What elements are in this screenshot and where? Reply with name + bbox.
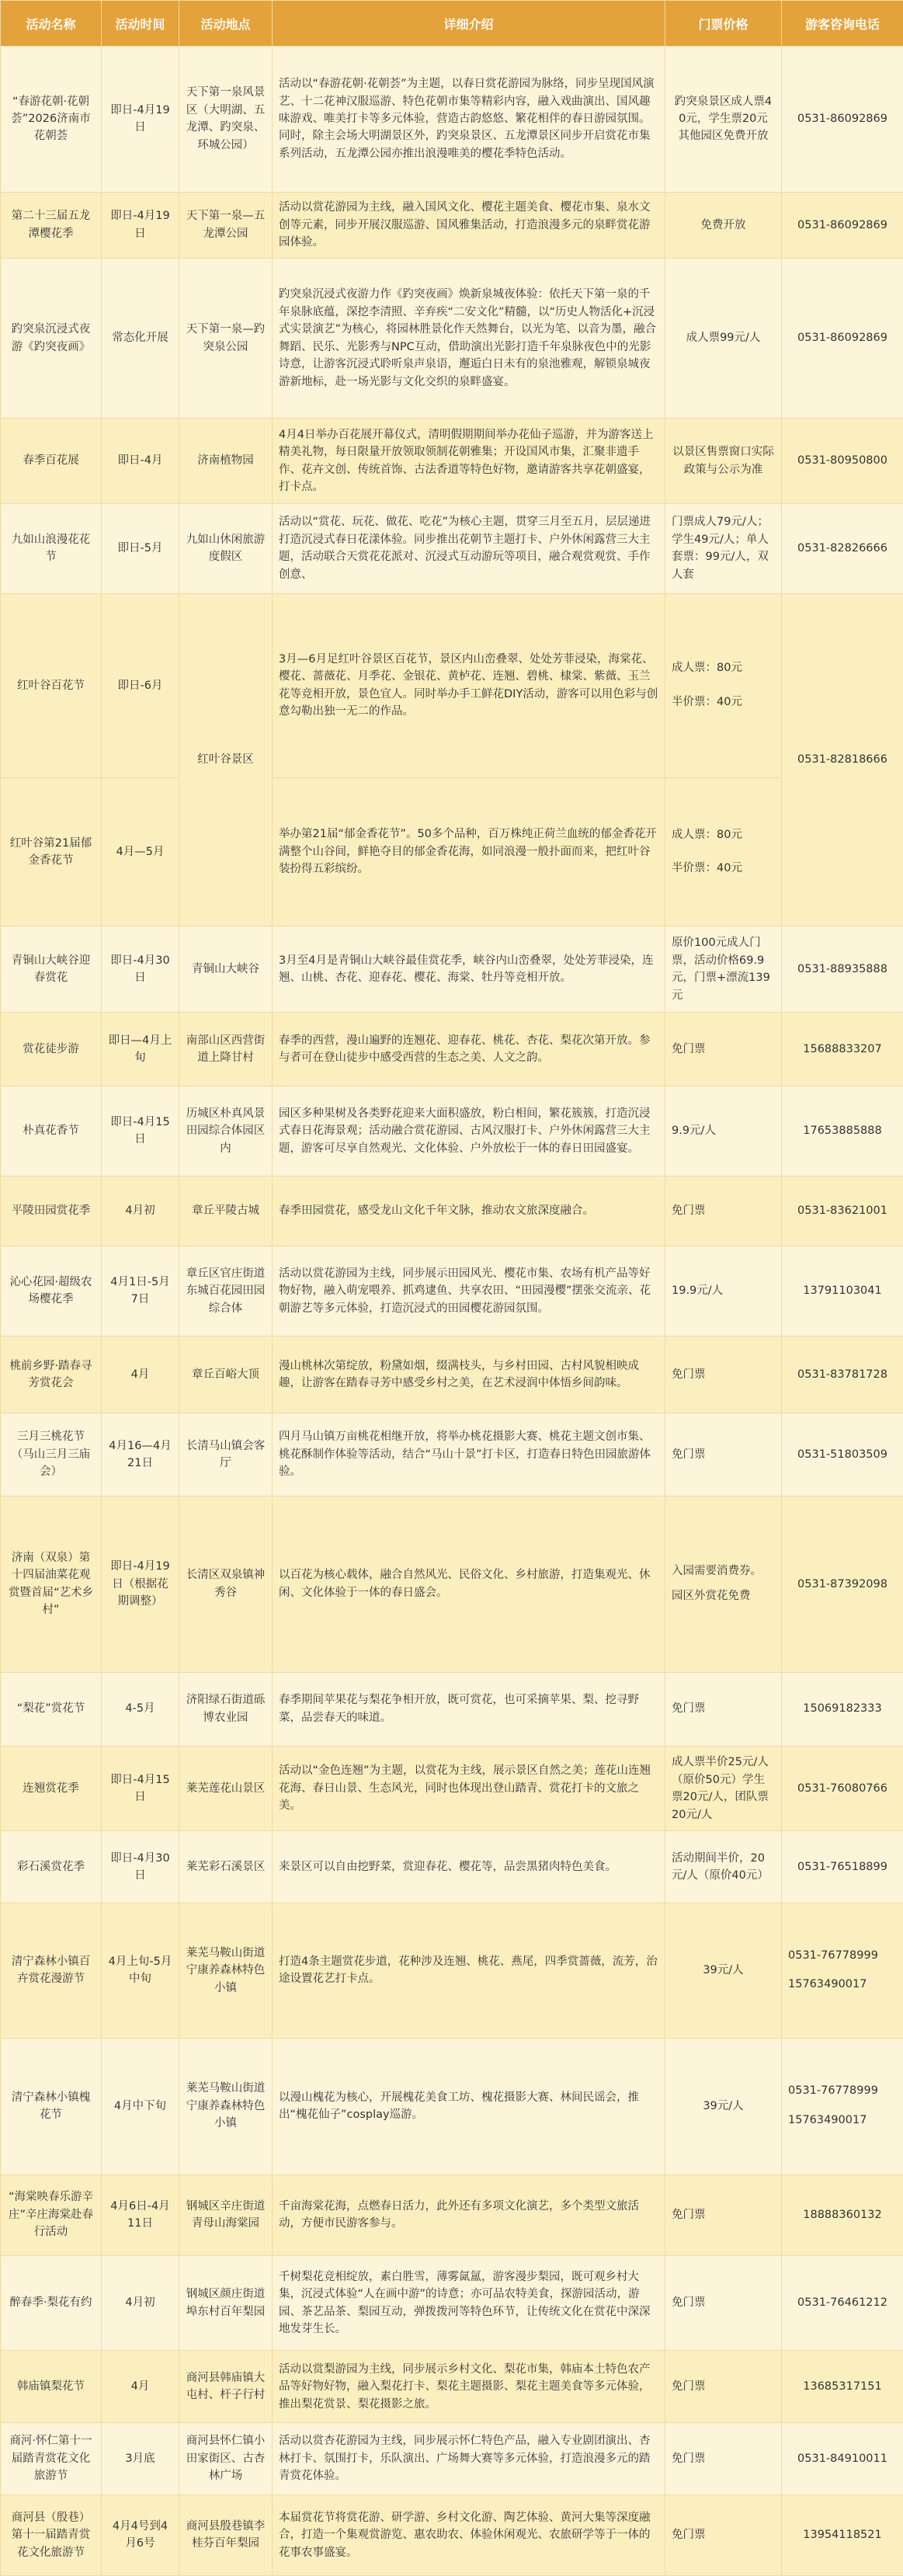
contact-phone: 0531-76461212: [782, 2255, 903, 2351]
ticket-price: 入园需要消费券。 园区外赏花免费: [665, 1496, 782, 1672]
contact-phone: 0531-80950800: [782, 419, 903, 504]
ticket-price: 免门票: [665, 2351, 782, 2423]
ticket-price: 以景区售票窗口实际政策与公示为准: [665, 419, 782, 504]
table-row: [1, 593, 903, 777]
table-row: [1, 2038, 903, 2174]
event-detail: 春季期间苹果花与梨花争相开放，既可赏花，也可采摘苹果、梨、挖寻野菜，品尝春天的味道。: [273, 1672, 665, 1746]
event-detail: 4月4日举办百花展开幕仪式，清明假期期间举办花仙子巡游，并为游客送上精美礼物，每日限量开放领取领制花朝雅集；开设国风市集，汇聚非遗手作、花卉文创、传统首饰、古法香道等特色好物，邀请游客共享花朝盛宴，打卡点。: [273, 419, 665, 504]
event-detail: 打造4条主题赏花步道，花种涉及连翘、桃花、燕尾，四季赏蔷薇，流芳，治途设置花艺打卡点。: [273, 1903, 665, 2039]
event-time: 4月6日-4月11日: [102, 2174, 179, 2255]
table-row: [1, 1013, 903, 1086]
event-name: 青铜山大峡谷迎春赏花: [1, 926, 102, 1013]
event-detail: 园区多种果树及各类野花迎来大面积盛放，粉白相间，繁花簇簇，打造沉浸式春日花海景观；活动融合赏花游园、古风汉服打卡、户外休闲露营三大主题，游客可尽享自然观光、文化体验、户外放松于一体的春日田园盛宴。: [273, 1086, 665, 1177]
event-place: 莱芜莲花山景区: [179, 1746, 273, 1831]
event-name: 桃前乡野·踏春寻芳赏花会: [1, 1336, 102, 1413]
event-name: 醉春季·梨花有约: [1, 2255, 102, 2351]
event-time: 4月初: [102, 2255, 179, 2351]
contact-phone: 0531-51803509: [782, 1413, 903, 1496]
event-place: 莱芜彩石溪景区: [179, 1831, 273, 1903]
event-name: 三月三桃花节（马山三月三庙会）: [1, 1413, 102, 1496]
ticket-price: 免门票: [665, 2423, 782, 2495]
event-time: 4-5月: [102, 1672, 179, 1746]
event-detail: 活动以赏花游园为主线，同步展示田园风光、樱花市集、农场有机产品等好物好物，融入萌宠喂养、抓鸡逮鱼、共享农田、“田园漫樱”摆张交流亲、花朝游艺等多元体验，打造沉浸式的田园樱花游园氛围。: [273, 1246, 665, 1337]
event-detail: 活动以“赏花、玩花、做花、吃花”为核心主题，贯穿三月至五月，层层递进打造沉浸式春日花漾体验。同步推出花朝节主题打卡、户外休闲露营三大主题，活动联合天赏花花派对、沉浸式互动游玩等项目，融合观赏观赏、手作创意、: [273, 504, 665, 594]
ticket-price: 免门票: [665, 1013, 782, 1086]
event-place: 莱芜马鞍山街道宁康养森林特色小镇: [179, 2038, 273, 2174]
ticket-price: 原价100元成人门票，活动价格69.9元，门票+漂流139元: [665, 926, 782, 1013]
event-time: 即日-4月19日（根据花期调整）: [102, 1496, 179, 1672]
event-detail: 春季田园赏花，感受龙山文化千年文脉，推动农文旅深度融合。: [273, 1176, 665, 1246]
event-place: 长清区双泉镇神秀谷: [179, 1496, 273, 1672]
table-row: [1, 1336, 903, 1413]
event-detail: 千亩海棠花海，点燃春日活力，此外还有多项文化演艺，多个类型文旅活动，方便市民游客参与。: [273, 2174, 665, 2255]
event-place: 钢城区颜庄街道埠东村百年梨园: [179, 2255, 273, 2351]
table-row: [1, 2423, 903, 2495]
event-time: 即日-4月19日: [102, 192, 179, 259]
ticket-price: 免门票: [665, 1672, 782, 1746]
event-time: 即日-4月: [102, 419, 179, 504]
event-name: 春季百花展: [1, 419, 102, 504]
contact-phone: 0531-76080766: [782, 1746, 903, 1831]
ticket-price: 19.9元/人: [665, 1246, 782, 1337]
event-name: 朴真花香节: [1, 1086, 102, 1177]
contact-phone: 13954118521: [782, 2494, 903, 2575]
table-row: [1, 192, 903, 259]
table-row: [1, 1496, 903, 1672]
event-place: 红叶谷景区: [179, 593, 273, 926]
ticket-price: 成人票：80元 半价票：40元: [665, 778, 782, 926]
contact-phone: 0531-86092869: [782, 192, 903, 259]
event-time: 即日-4月15日: [102, 1746, 179, 1831]
event-time: 4月1日-5月7日: [102, 1246, 179, 1337]
event-place: 章丘区官庄街道东城百花园田园综合体: [179, 1246, 273, 1337]
event-detail: 春季的西营，漫山遍野的连翘花、迎春花、桃花、杏花、梨花次第开放。参与者可在登山徒步中感受西营的生态之美、人文之韵。: [273, 1013, 665, 1086]
event-detail: 以百花为核心载体，融合自然风光、民俗文化、乡村旅游，打造集观光、休闲、文化体验于一体的春日盛会。: [273, 1496, 665, 1672]
event-name: 平陵田园赏花季: [1, 1176, 102, 1246]
event-time: 4月: [102, 2351, 179, 2423]
table-row: [1, 1672, 903, 1746]
event-detail: 本届赏花节将赏花游、研学游、乡村文化游、陶艺体验、黄河大集等深度融合，打造一个集观赏游览、惠农助农、体验休闲观光、农旅研学等于一体的花事农事盛宴。: [273, 2494, 665, 2575]
ticket-price: 免门票: [665, 1176, 782, 1246]
event-name: 韩庙镇梨花节: [1, 2351, 102, 2423]
event-name: 沁心花园·超级农场樱花季: [1, 1246, 102, 1337]
header-contact-phone: 游客咨询电话: [782, 1, 903, 47]
table-row: [1, 1903, 903, 2039]
header-event-time: 活动时间: [102, 1, 179, 47]
event-detail: 3月—6月足红叶谷景区百花节，景区内山峦叠翠、处处芳菲浸染，海棠花、樱花、蔷薇花、月季花、金银花、黄栌花、连翘、碧桃、棣棠、紫薇、玉兰花等竞相开放，景色宜人。同时举办手工鲜花DIY活动，游客可以用色彩与创意勾勒出独一无二的作品。: [273, 593, 665, 777]
event-detail: 活动以赏梨游园为主线，同步展示乡村文化、梨花市集，韩庙本土特色农产品等好物好物，融入梨花打卡、梨花主题摄影、梨花主题美食等多元体验，推出梨花赏景、梨花摄影之旅。: [273, 2351, 665, 2423]
event-place: 章丘平陵古城: [179, 1176, 273, 1246]
event-place: 商河县怀仁镇小田家街区、古杏林广场: [179, 2423, 273, 2495]
event-name: 红叶谷百花节: [1, 593, 102, 777]
event-time: 即日-4月30日: [102, 926, 179, 1013]
contact-phone: 15688833207: [782, 1013, 903, 1086]
contact-phone: 0531-76518899: [782, 1831, 903, 1903]
ticket-price: 免门票: [665, 2255, 782, 2351]
event-name: 第二十三届五龙潭樱花季: [1, 192, 102, 259]
event-place: 莱芜马鞍山街道宁康养森林特色小镇: [179, 1903, 273, 2039]
table-row: [1, 47, 903, 193]
event-detail: 3月至4月是青铜山大峡谷最佳赏花季，峡谷内山峦叠翠，处处芳菲浸染，连翘、山桃、杏花、迎春花、樱花、海棠、牡丹等竞相开放。: [273, 926, 665, 1013]
event-time: 4月—5月: [102, 778, 179, 926]
table-row: [1, 419, 903, 504]
ticket-price: 免门票: [665, 1413, 782, 1496]
event-place: 天下第一泉—趵突泉公园: [179, 259, 273, 419]
table-row: [1, 504, 903, 594]
ticket-price: 成人票99元/人: [665, 259, 782, 419]
event-time: 4月: [102, 1336, 179, 1413]
table-row: [1, 2351, 903, 2423]
contact-phone: 18888360132: [782, 2174, 903, 2255]
event-time: 常态化开展: [102, 259, 179, 419]
event-place: 济南植物园: [179, 419, 273, 504]
contact-phone: 13685317151: [782, 2351, 903, 2423]
event-detail: 举办第21届“郁金香花节”。50多个品种，百万株纯正荷兰血统的郁金香花开满整个山谷间，鲜艳夺目的郁金香花海，如同浪漫一般扑面而来，把红叶谷装扮得五彩缤纷。: [273, 778, 665, 926]
contact-phone: 0531-87392098: [782, 1496, 903, 1672]
event-time: 3月底: [102, 2423, 179, 2495]
ticket-price: 门票成人79元/人；学生49元/人；单人套票：99元/人，双人套: [665, 504, 782, 594]
contact-phone: 13791103041: [782, 1246, 903, 1337]
event-name: 清宁森林小镇槐花节: [1, 2038, 102, 2174]
event-name: 连翘赏花季: [1, 1746, 102, 1831]
event-detail: 活动以赏杏花游园为主线，同步展示怀仁特色产品，融入专业剧团演出、杏林打卡、氛围打卡，乐队演出、广场舞大赛等多元体验，打造浪漫多元的踏青赏花体验。: [273, 2423, 665, 2495]
event-time: 4月上旬-5月中旬: [102, 1903, 179, 2039]
ticket-price: 免门票: [665, 2494, 782, 2575]
event-detail: 活动以赏花游园为主线，融入国风文化、樱花主题美食、樱花市集、泉水文创等元素，同步开展汉服巡游、国风雅集活动，打造浪漫多元的泉畔赏花游园体验。: [273, 192, 665, 259]
table-row: [1, 2255, 903, 2351]
ticket-price: 活动期间半价，20元/人（原价40元）: [665, 1831, 782, 1903]
contact-phone: 0531-88935888: [782, 926, 903, 1013]
event-name: 红叶谷第21届郁金香花节: [1, 778, 102, 926]
event-place: 历城区朴真风景田园综合体园区内: [179, 1086, 273, 1177]
event-detail: 活动以“春游花朝·花朝荟”为主题，以春日赏花游园为脉络，同步呈现国风演艺、十二花神汉服巡游、特色花朝市集等精彩内容，融入戏曲演出、国风趣味游戏、唯美打卡等多元体验，营造古韵悠悠、繁花相伴的春日游园氛围。同时，除主会场大明湖景区外，趵突泉景区、五龙潭景区同步开启赏花市集系列活动，五龙潭公园亦推出浪漫唯美的樱花季特色活动。: [273, 47, 665, 193]
event-name: 赏花徒步游: [1, 1013, 102, 1086]
event-name: 清宁森林小镇百卉赏花漫游节: [1, 1903, 102, 2039]
contact-phone: 17653885888: [782, 1086, 903, 1177]
ticket-price: 免费开放: [665, 192, 782, 259]
ticket-price: 9.9元/人: [665, 1086, 782, 1177]
table-row: [1, 1831, 903, 1903]
ticket-price: 免门票: [665, 2174, 782, 2255]
contact-phone: 0531-76778999 15763490017: [782, 1903, 903, 2039]
event-place: 天下第一泉—五龙潭公园: [179, 192, 273, 259]
contact-phone: 0531-82826666: [782, 504, 903, 594]
event-place: 长清马山镇会客厅: [179, 1413, 273, 1496]
event-name: “海棠映春乐游辛庄”辛庄海棠赴春行活动: [1, 2174, 102, 2255]
event-name: 彩石溪赏花季: [1, 1831, 102, 1903]
event-time: 4月16—4月21日: [102, 1413, 179, 1496]
header-event-place: 活动地点: [179, 1, 273, 47]
ticket-price: 成人票：80元 半价票：40元: [665, 593, 782, 777]
event-name: 商河·怀仁第十一届踏青赏花文化旅游节: [1, 2423, 102, 2495]
event-place: 章丘百峪大顶: [179, 1336, 273, 1413]
event-name: 商河县（殷巷）第十一届踏青赏花文化旅游节: [1, 2494, 102, 2575]
contact-phone: 0531-82818666: [782, 593, 903, 926]
ticket-price: 39元/人: [665, 1903, 782, 2039]
table-row: [1, 778, 903, 926]
event-time: 即日-4月30日: [102, 1831, 179, 1903]
contact-phone: 15069182333: [782, 1672, 903, 1746]
header-event-name: 活动名称: [1, 1, 102, 47]
table-row: [1, 1086, 903, 1177]
event-name: 济南（双泉）第十四届油菜花观赏暨首届“艺术乡村”: [1, 1496, 102, 1672]
contact-phone: 0531-76778999 15763490017: [782, 2038, 903, 2174]
event-detail: 来景区可以自由挖野菜，赏迎春花、樱花等，品尝黑猪肉特色美食。: [273, 1831, 665, 1903]
event-time: 4月初: [102, 1176, 179, 1246]
event-detail: 漫山桃林次第绽放，粉黛如烟，缀满枝头，与乡村田园、古村风貌相映成趣，让游客在踏春寻芳中感受乡村之美，在艺术浸润中体悟乡间韵味。: [273, 1336, 665, 1413]
contact-phone: 0531-83621001: [782, 1176, 903, 1246]
event-place: 济阳绿石街道砾博农业园: [179, 1672, 273, 1746]
ticket-price: 趵突泉景区成人票40元，学生票20元 其他园区免费开放: [665, 47, 782, 193]
event-name: 九如山浪漫花花节: [1, 504, 102, 594]
table-row: [1, 2174, 903, 2255]
event-place: 青铜山大峡谷: [179, 926, 273, 1013]
event-name: “梨花”赏花节: [1, 1672, 102, 1746]
ticket-price: 免门票: [665, 1336, 782, 1413]
event-detail: 趵突泉沉浸式夜游力作《趵突夜画》焕新泉城夜体验：依托天下第一泉的千年泉脉底蕴，深挖李清照、辛弃疾“二安文化”精髓，以“历史人物活化+沉浸式实景演艺”为核心，将园林胜景化作天然舞台，以光为笔、以音为墨，融合舞蹈、民乐、光影秀与NPC互动，借助演出光影打造千年泉脉夜色中的光影诗意，让游客沉浸式聆听泉声泉语，邂逅白日未有的泉池雅观，解锁泉城夜游新地标，赴一场光影与文化交织的泉畔盛宴。: [273, 259, 665, 419]
event-time: 4月中下旬: [102, 2038, 179, 2174]
contact-phone: 0531-84910011: [782, 2423, 903, 2495]
contact-phone: 0531-83781728: [782, 1336, 903, 1413]
table-row: [1, 926, 903, 1013]
event-time: 4月4号到4月6号: [102, 2494, 179, 2575]
contact-phone: 0531-86092869: [782, 47, 903, 193]
event-place: 商河县韩庙镇大屯村、杆子行村: [179, 2351, 273, 2423]
event-name: “春游花朝·花朝荟”2026济南市花朝荟: [1, 47, 102, 193]
event-time: 即日-4月19日: [102, 47, 179, 193]
event-time: 即日-4月15日: [102, 1086, 179, 1177]
event-detail: 活动以“金色连翘”为主题，以赏花为主线，展示景区自然之美；莲花山连翘花海、春日山景、生态风光，同时也体现出登山踏青、赏花打卡的文旅之美。: [273, 1746, 665, 1831]
ticket-price: 39元/人: [665, 2038, 782, 2174]
table-row: [1, 1746, 903, 1831]
table-row: [1, 1413, 903, 1496]
event-time: 即日-6月: [102, 593, 179, 777]
event-detail: 千树梨花竞相绽放，素白胜雪，薄雾氤氲，游客漫步梨园，既可观乡村大集，沉浸式体验“人在画中游”的诗意；亦可品农特美食，探游园活动，游园、茶艺品茶、梨园互动，弹拨拨河等特色环节，让传统文化在赏花中深深地发芽生长。: [273, 2255, 665, 2351]
event-detail: 以漫山槐花为核心，开展槐花美食工坊、槐花摄影大赛、林间民谣会，推出“槐花仙子”cosplay巡游。: [273, 2038, 665, 2174]
table-row: [1, 1246, 903, 1337]
event-place: 商河县殷巷镇李桂芬百年梨园: [179, 2494, 273, 2575]
table-row: [1, 1176, 903, 1246]
header-event-detail: 详细介绍: [273, 1, 665, 47]
event-detail: 四月马山镇万亩桃花相继开放，将举办桃花摄影大赛、桃花主题文创市集、桃花酥制作体验等活动，结合“马山十景”打卡区，打造春日特色田园旅游体验。: [273, 1413, 665, 1496]
event-time: 即日-5月: [102, 504, 179, 594]
event-place: 钢城区辛庄街道青母山海棠园: [179, 2174, 273, 2255]
event-name: 趵突泉沉浸式夜游《趵突夜画》: [1, 259, 102, 419]
event-place: 九如山休闲旅游度假区: [179, 504, 273, 594]
contact-phone: 0531-86092869: [782, 259, 903, 419]
event-place: 南部山区西营街道上降甘村: [179, 1013, 273, 1086]
table-header-row: [1, 1, 903, 47]
header-ticket-price: 门票价格: [665, 1, 782, 47]
ticket-price: 成人票半价25元/人（原价50元）学生票20元/人，团队票20元/人: [665, 1746, 782, 1831]
event-time: 即日—4月上旬: [102, 1013, 179, 1086]
event-place: 天下第一泉风景区（大明湖、五龙潭、趵突泉、环城公园）: [179, 47, 273, 193]
table-row: [1, 2494, 903, 2575]
table-row: [1, 259, 903, 419]
